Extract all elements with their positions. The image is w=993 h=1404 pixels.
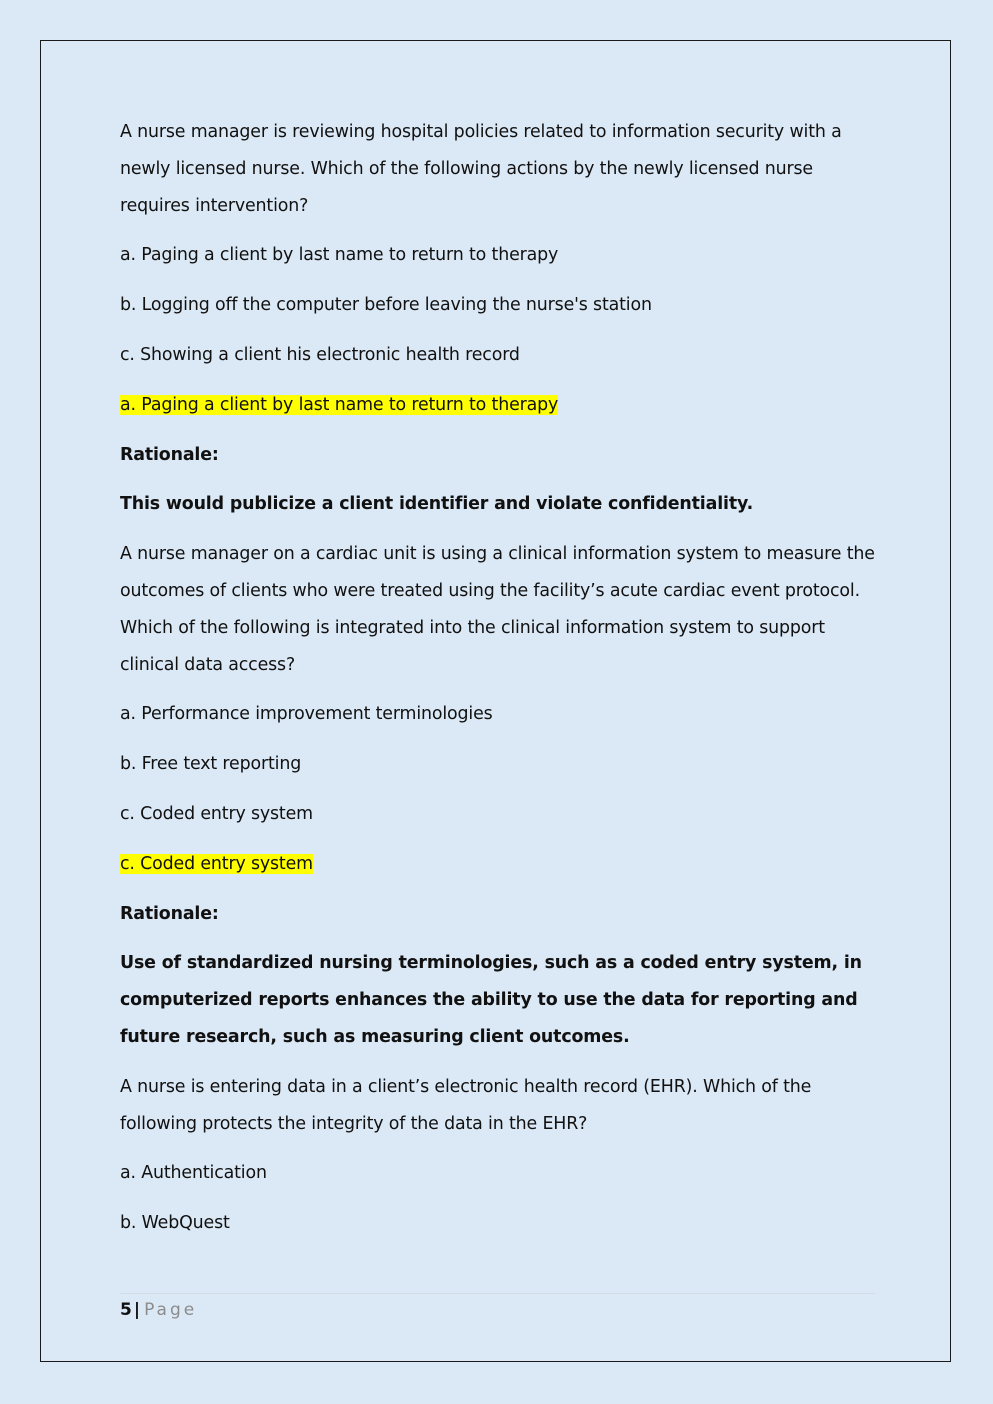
question-1-rationale-text: This would publicize a client identifier and violate confidentiality.: [120, 494, 754, 515]
footer-separator: |: [133, 1300, 141, 1320]
question-2-option-b: b. Free text reporting: [120, 754, 302, 775]
question-1-option-b: b. Logging off the computer before leaving the nurse's station: [120, 295, 652, 316]
question-1-option-c: c. Showing a client his electronic health record: [120, 344, 520, 365]
answer-highlight: c. Coded entry system: [120, 853, 313, 874]
question-2-option-a: a. Performance improvement terminologies: [120, 704, 493, 725]
question-2-rationale-heading: Rationale:: [120, 903, 219, 924]
question-2-option-c: c. Coded entry system: [120, 803, 313, 824]
answer-highlight: a. Paging a client by last name to return to therapy: [120, 394, 559, 415]
question-1-option-a: a. Paging a client by last name to return to therapy: [120, 245, 559, 266]
page-label: Page: [144, 1300, 198, 1320]
question-1-answer: [120, 387, 875, 424]
question-1-rationale-heading: Rationale:: [120, 444, 219, 465]
question-2-text: A nurse manager on a cardiac unit is using a clinical information system to measure the outcomes of clients who were treated using the facility’s acute cardiac event protocol. Which of the following is integrated into the clinical information system to support clinical data access?: [120, 544, 875, 675]
question-2-rationale-text: Use of standardized nursing terminologies, such as a coded entry system, in computerized reports enhances the ability to use the data for reporting and future research, such as measuring client outcomes.: [120, 953, 862, 1047]
question-2-answer: [120, 846, 875, 883]
question-1-text: A nurse manager is reviewing hospital policies related to information security with a newly licensed nurse. Which of the following actions by the newly licensed nurse requires intervention?: [120, 122, 842, 216]
question-3-option-b: b. WebQuest: [120, 1213, 230, 1234]
page-footer: [120, 1293, 875, 1320]
document-body: [120, 114, 875, 1255]
page-number: 5: [120, 1300, 132, 1320]
question-3-option-a: a. Authentication: [120, 1163, 267, 1184]
question-3-text: A nurse is entering data in a client’s electronic health record (EHR). Which of the following protects the integrity of the data in the EHR?: [120, 1076, 812, 1134]
